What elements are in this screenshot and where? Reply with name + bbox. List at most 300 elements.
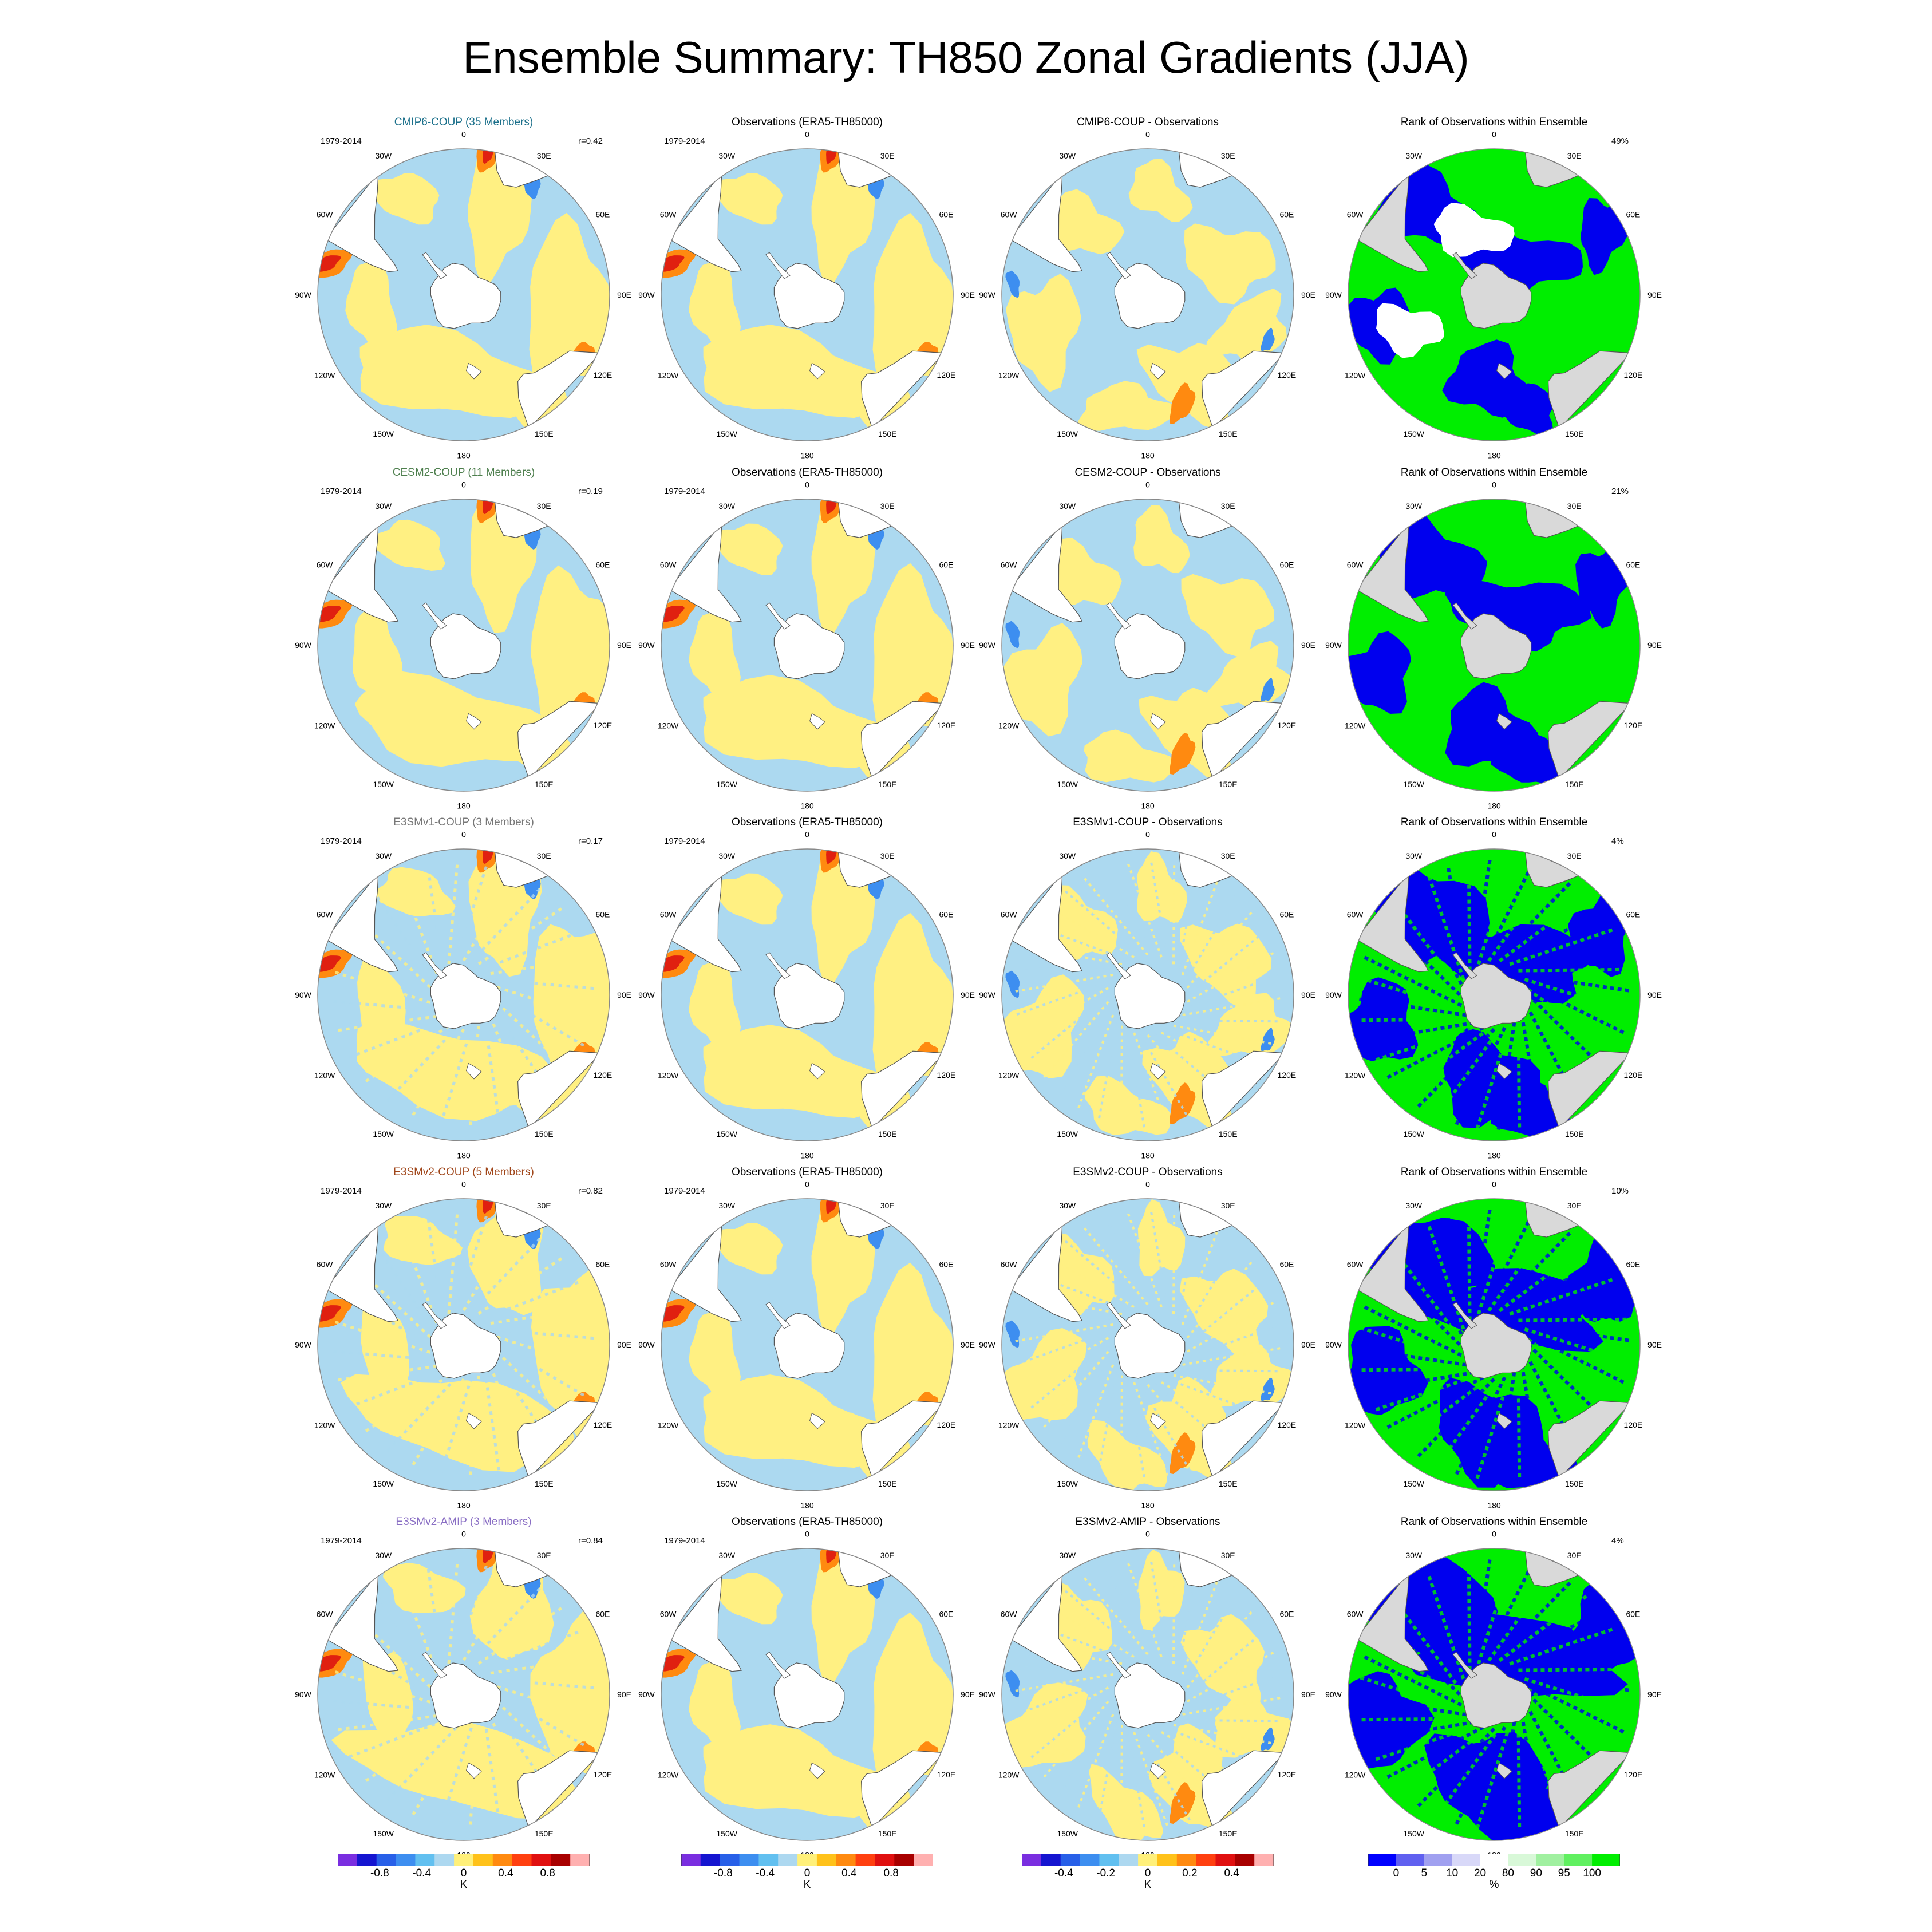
longitude-label: 60E [939, 1609, 954, 1619]
correlation-label: r=0.17 [578, 836, 603, 846]
longitude-label: 0 [1145, 829, 1150, 839]
model-polar-map [286, 1167, 641, 1522]
longitude-label: 30W [718, 151, 736, 161]
diff-polar-map [970, 117, 1325, 472]
diff-polar-map [970, 1167, 1325, 1522]
period-label: 1979-2014 [321, 836, 362, 846]
longitude-label: 90E [1301, 1690, 1315, 1699]
longitude-label: 120E [1623, 721, 1643, 730]
rank-percent: 4% [1611, 1536, 1624, 1546]
longitude-label: 150W [716, 429, 737, 438]
longitude-label: 150E [534, 1479, 554, 1488]
period-label: 1979-2014 [321, 1186, 362, 1196]
longitude-label: 150W [373, 1479, 394, 1488]
longitude-label: 120E [1623, 1070, 1643, 1080]
longitude-label: 120W [1344, 370, 1366, 380]
longitude-label: 120E [937, 1070, 956, 1080]
rank-panel-title: Rank of Observations within Ensemble [1400, 816, 1588, 828]
colorbar-swatch [836, 1854, 856, 1866]
model-polar-map [286, 817, 641, 1172]
colorbar-swatch [856, 1854, 875, 1866]
longitude-label: 90W [1325, 1690, 1342, 1699]
colorbar-swatch [1157, 1854, 1177, 1866]
longitude-label: 120W [314, 370, 335, 380]
longitude-label: 120E [593, 1770, 613, 1780]
colorbar-swatch [551, 1854, 570, 1866]
colorbar-tick-label: 95 [1558, 1867, 1570, 1879]
longitude-label: 0 [1145, 1529, 1150, 1539]
longitude-label: 30E [1567, 1551, 1582, 1560]
longitude-label: 90E [617, 1690, 631, 1699]
colorbar-swatch [778, 1854, 797, 1866]
longitude-label: 120E [1277, 721, 1297, 730]
longitude-label: 60E [1626, 210, 1641, 219]
longitude-label: 30E [1220, 501, 1235, 511]
colorbar-swatch [396, 1854, 416, 1866]
longitude-label: 0 [1492, 129, 1496, 139]
longitude-label: 150W [373, 779, 394, 789]
longitude-label: 120W [657, 1070, 679, 1080]
diff-panel-title: CMIP6-COUP - Observations [1077, 116, 1219, 128]
colorbar-swatch [1536, 1854, 1564, 1866]
longitude-label: 90E [1647, 1690, 1662, 1699]
longitude-label: 0 [1492, 1179, 1496, 1189]
longitude-label: 30E [880, 501, 895, 511]
colorbar-swatch [1508, 1854, 1536, 1866]
longitude-label: 120W [1344, 1770, 1366, 1780]
colorbar-tick-label: 100 [1583, 1867, 1601, 1879]
longitude-label: 90E [1301, 990, 1315, 999]
colorbar-tick-label: 0.8 [883, 1867, 899, 1879]
longitude-label: 150W [1057, 429, 1078, 438]
colorbar-swatch [894, 1854, 914, 1866]
longitude-label: 30W [1059, 851, 1076, 861]
colorbar-swatch [1022, 1854, 1041, 1866]
longitude-label: 120W [998, 1770, 1020, 1780]
longitude-label: 30W [375, 1201, 392, 1211]
longitude-label: 30E [536, 1551, 551, 1560]
longitude-label: 120E [1623, 1770, 1643, 1780]
longitude-label: 30W [718, 501, 736, 511]
colorbar-swatch [415, 1854, 434, 1866]
colorbar-swatch [357, 1854, 377, 1866]
longitude-label: 60E [1279, 1609, 1294, 1619]
longitude-label: 0 [1492, 829, 1496, 839]
longitude-label: 120W [998, 1070, 1020, 1080]
longitude-label: 150W [1403, 429, 1424, 438]
model-panel-title: E3SMv2-AMIP (3 Members) [396, 1516, 532, 1528]
longitude-label: 60W [1346, 1259, 1364, 1269]
colorbar-swatch [1254, 1854, 1274, 1866]
longitude-label: 30W [1059, 1551, 1076, 1560]
correlation-label: r=0.82 [578, 1186, 603, 1196]
longitude-label: 180 [800, 801, 814, 811]
colorbar-swatch [473, 1854, 493, 1866]
longitude-label: 60W [659, 910, 677, 919]
longitude-label: 90E [617, 1340, 631, 1349]
colorbar-swatch [1119, 1854, 1138, 1866]
longitude-label: 150E [1218, 429, 1238, 438]
colorbar-swatch [434, 1854, 454, 1866]
longitude-label: 30W [1059, 501, 1076, 511]
colorbar-swatch [1177, 1854, 1196, 1866]
model-panel-title: E3SMv2-COUP (5 Members) [393, 1166, 534, 1178]
colorbar-swatch [875, 1854, 895, 1866]
longitude-label: 90W [295, 1690, 311, 1699]
colorbar-swatch [570, 1854, 590, 1866]
longitude-label: 30W [1405, 501, 1423, 511]
colorbar-swatch [338, 1854, 357, 1866]
longitude-label: 60W [316, 1609, 333, 1619]
longitude-label: 120E [1277, 1770, 1297, 1780]
colorbar-swatch [1564, 1854, 1592, 1866]
longitude-label: 0 [1492, 1529, 1496, 1539]
longitude-label: 180 [1141, 451, 1155, 460]
period-label: 1979-2014 [321, 1536, 362, 1546]
longitude-label: 120E [1623, 1420, 1643, 1430]
longitude-label: 30E [880, 1201, 895, 1211]
period-label: 1979-2014 [321, 136, 362, 146]
longitude-label: 180 [457, 451, 471, 460]
colorbar-swatch [1138, 1854, 1157, 1866]
colorbar-tick-label: 0.4 [1224, 1867, 1239, 1879]
rank-percent: 49% [1611, 136, 1629, 146]
correlation-label: r=0.19 [578, 487, 603, 496]
colorbar-tick-label: 10 [1446, 1867, 1459, 1879]
colorbar-swatch [493, 1854, 512, 1866]
colorbar-swatch [720, 1854, 740, 1866]
period-label: 1979-2014 [664, 136, 705, 146]
diff-panel-title: CESM2-COUP - Observations [1074, 467, 1221, 479]
longitude-label: 90E [617, 990, 631, 999]
diff-panel-title: E3SMv2-AMIP - Observations [1075, 1516, 1220, 1528]
colorbar-unit: K [803, 1879, 811, 1891]
longitude-label: 150W [1057, 1828, 1078, 1838]
longitude-label: 30E [536, 1201, 551, 1211]
longitude-label: 60E [1279, 210, 1294, 219]
rank-polar-map [1317, 117, 1672, 472]
model-panel-title: CMIP6-COUP (35 Members) [394, 116, 534, 128]
longitude-label: 120W [998, 721, 1020, 730]
colorbar-unit: % [1489, 1879, 1499, 1891]
colorbar-swatch [797, 1854, 817, 1866]
colorbar-tick-label: 5 [1421, 1867, 1428, 1879]
longitude-label: 0 [461, 1529, 466, 1539]
longitude-label: 60E [1279, 560, 1294, 570]
longitude-label: 150W [716, 1828, 737, 1838]
longitude-label: 30W [1059, 1201, 1076, 1211]
longitude-label: 60W [1000, 560, 1017, 570]
obs-panel-title: Observations (ERA5-TH85000) [732, 1516, 883, 1528]
longitude-label: 150E [534, 1129, 554, 1139]
colorbar-tick-label: 0.8 [540, 1867, 555, 1879]
longitude-label: 90E [961, 290, 975, 299]
longitude-label: 180 [1487, 451, 1501, 460]
longitude-label: 180 [1141, 801, 1155, 811]
longitude-label: 120E [593, 370, 613, 380]
longitude-label: 30W [1405, 151, 1423, 161]
colorbar-swatch [512, 1854, 532, 1866]
longitude-label: 90W [638, 990, 655, 999]
rank-panel-title: Rank of Observations within Ensemble [1400, 116, 1588, 128]
model-panel-title: CESM2-COUP (11 Members) [392, 467, 535, 479]
longitude-label: 30E [1567, 151, 1582, 161]
diff-polar-map [970, 817, 1325, 1172]
obs-panel-title: Observations (ERA5-TH85000) [732, 816, 883, 828]
longitude-label: 60E [595, 1609, 610, 1619]
longitude-label: 60W [316, 1259, 333, 1269]
longitude-label: 60E [595, 910, 610, 919]
longitude-label: 60W [1000, 910, 1017, 919]
longitude-label: 90W [1325, 1340, 1342, 1349]
longitude-label: 120W [314, 721, 335, 730]
longitude-label: 60E [1626, 910, 1641, 919]
colorbar-tick-label: -0.4 [1054, 1867, 1073, 1879]
colorbar-tick-label: 0.4 [498, 1867, 513, 1879]
rank-panel-title: Rank of Observations within Ensemble [1400, 1516, 1588, 1528]
longitude-label: 60E [939, 560, 954, 570]
longitude-label: 60E [939, 910, 954, 919]
longitude-label: 0 [461, 129, 466, 139]
longitude-label: 90E [961, 641, 975, 650]
longitude-label: 60W [1000, 210, 1017, 219]
longitude-label: 60E [1279, 1259, 1294, 1269]
longitude-label: 60W [316, 910, 333, 919]
longitude-label: 60W [1000, 1609, 1017, 1619]
longitude-label: 0 [1492, 480, 1496, 489]
longitude-label: 30W [718, 1551, 736, 1560]
period-label: 1979-2014 [664, 487, 705, 496]
longitude-label: 180 [1141, 1500, 1155, 1510]
longitude-label: 120W [657, 1770, 679, 1780]
longitude-label: 180 [1487, 1500, 1501, 1510]
colorbar-swatch [817, 1854, 836, 1866]
longitude-label: 150E [1564, 1479, 1584, 1488]
longitude-label: 150W [373, 429, 394, 438]
longitude-label: 30W [375, 1551, 392, 1560]
colorbar-swatch [914, 1854, 933, 1866]
longitude-label: 90W [638, 1690, 655, 1699]
colorbar-swatch [758, 1854, 778, 1866]
period-label: 1979-2014 [664, 1186, 705, 1196]
colorbar-swatch [1452, 1854, 1480, 1866]
longitude-label: 150E [1218, 779, 1238, 789]
longitude-label: 90E [1301, 641, 1315, 650]
colorbar-tick-label: 0 [1393, 1867, 1400, 1879]
longitude-label: 120W [998, 370, 1020, 380]
longitude-label: 30E [1220, 851, 1235, 861]
colorbar-swatch [1480, 1854, 1508, 1866]
longitude-label: 120E [1623, 370, 1643, 380]
colorbar-tick-label: -0.2 [1096, 1867, 1116, 1879]
longitude-label: 120E [937, 1420, 956, 1430]
longitude-label: 60E [1279, 910, 1294, 919]
longitude-label: 30E [1220, 1551, 1235, 1560]
longitude-label: 150E [1218, 1129, 1238, 1139]
longitude-label: 90W [1325, 990, 1342, 999]
longitude-label: 150W [1057, 1479, 1078, 1488]
longitude-label: 0 [1145, 1179, 1150, 1189]
colorbar-swatch [701, 1854, 720, 1866]
longitude-label: 90E [1647, 290, 1662, 299]
longitude-label: 30W [1405, 851, 1423, 861]
longitude-label: 150W [716, 1129, 737, 1139]
longitude-label: 180 [800, 451, 814, 460]
longitude-label: 150E [1564, 429, 1584, 438]
period-label: 1979-2014 [321, 487, 362, 496]
longitude-label: 150W [1403, 1479, 1424, 1488]
longitude-label: 90W [295, 290, 311, 299]
colorbar-swatch [1099, 1854, 1119, 1866]
obs-panel-title: Observations (ERA5-TH85000) [732, 1166, 883, 1178]
longitude-label: 60W [659, 1259, 677, 1269]
longitude-label: 180 [457, 1500, 471, 1510]
colorbar-swatch [681, 1854, 701, 1866]
colorbar-swatch [1080, 1854, 1100, 1866]
longitude-label: 30W [1059, 151, 1076, 161]
longitude-label: 60W [1346, 910, 1364, 919]
longitude-label: 60W [1346, 1609, 1364, 1619]
longitude-label: 150W [1057, 1129, 1078, 1139]
longitude-label: 180 [457, 1151, 471, 1160]
diff-panel-title: E3SMv1-COUP - Observations [1073, 816, 1223, 828]
longitude-label: 120W [314, 1420, 335, 1430]
colorbar-swatch [1216, 1854, 1235, 1866]
longitude-label: 150E [534, 429, 554, 438]
longitude-label: 180 [1141, 1151, 1155, 1160]
longitude-label: 90W [295, 990, 311, 999]
model-polar-map [286, 117, 641, 472]
longitude-label: 0 [461, 829, 466, 839]
longitude-label: 90W [979, 641, 995, 650]
longitude-label: 180 [800, 1500, 814, 1510]
colorbar-swatch [1235, 1854, 1254, 1866]
colorbar-swatch [1592, 1854, 1620, 1866]
obs-polar-map [630, 468, 985, 823]
longitude-label: 180 [1487, 801, 1501, 811]
longitude-label: 150E [1564, 1828, 1584, 1838]
colorbar [1022, 1854, 1274, 1866]
colorbar-tick-label: 0.4 [841, 1867, 857, 1879]
longitude-label: 30E [1220, 151, 1235, 161]
diff-polar-map [970, 1517, 1325, 1872]
longitude-label: 0 [1145, 480, 1150, 489]
colorbar-tick-label: 0 [1144, 1867, 1151, 1879]
longitude-label: 90E [1301, 290, 1315, 299]
longitude-label: 90W [638, 641, 655, 650]
longitude-label: 150W [1403, 1129, 1424, 1139]
longitude-label: 30E [1567, 1201, 1582, 1211]
longitude-label: 0 [805, 480, 809, 489]
longitude-label: 60W [316, 210, 333, 219]
longitude-label: 90W [979, 1340, 995, 1349]
longitude-label: 120E [593, 721, 613, 730]
longitude-label: 30W [375, 851, 392, 861]
longitude-label: 0 [805, 1179, 809, 1189]
longitude-label: 120E [593, 1420, 613, 1430]
longitude-label: 90W [979, 990, 995, 999]
longitude-label: 30W [718, 1201, 736, 1211]
longitude-label: 60W [1346, 560, 1364, 570]
colorbar-swatch [377, 1854, 396, 1866]
longitude-label: 90E [1647, 641, 1662, 650]
correlation-label: r=0.42 [578, 136, 603, 146]
rank-polar-map [1317, 817, 1672, 1172]
longitude-label: 30W [1405, 1551, 1423, 1560]
longitude-label: 180 [800, 1151, 814, 1160]
obs-polar-map [630, 1517, 985, 1872]
longitude-label: 60W [659, 1609, 677, 1619]
longitude-label: 120W [657, 1420, 679, 1430]
longitude-label: 120W [1344, 1070, 1366, 1080]
diff-panel-title: E3SMv2-COUP - Observations [1073, 1166, 1223, 1178]
colorbar-tick-label: -0.8 [713, 1867, 733, 1879]
colorbar-swatch [1396, 1854, 1424, 1866]
rank-percent: 10% [1611, 1186, 1629, 1196]
longitude-label: 60E [595, 1259, 610, 1269]
longitude-label: 90W [979, 1690, 995, 1699]
longitude-label: 90W [1325, 290, 1342, 299]
model-polar-map [286, 1517, 641, 1872]
longitude-label: 30E [536, 151, 551, 161]
longitude-label: 60W [659, 210, 677, 219]
longitude-label: 0 [461, 480, 466, 489]
colorbar-swatch [740, 1854, 759, 1866]
longitude-label: 90W [1325, 641, 1342, 650]
longitude-label: 60E [1626, 1259, 1641, 1269]
longitude-label: 60W [659, 560, 677, 570]
longitude-label: 150E [878, 779, 897, 789]
longitude-label: 90E [1301, 1340, 1315, 1349]
longitude-label: 150W [716, 1479, 737, 1488]
longitude-label: 120W [314, 1770, 335, 1780]
longitude-label: 60E [595, 210, 610, 219]
colorbar-swatch [1196, 1854, 1216, 1866]
colorbar-swatch [1061, 1854, 1080, 1866]
longitude-label: 150E [878, 1479, 897, 1488]
colorbar-swatch [532, 1854, 551, 1866]
longitude-label: 90E [961, 1690, 975, 1699]
longitude-label: 120W [314, 1070, 335, 1080]
longitude-label: 150E [1564, 1129, 1584, 1139]
longitude-label: 150E [1564, 779, 1584, 789]
rank-panel-title: Rank of Observations within Ensemble [1400, 467, 1588, 479]
colorbar-tick-label: -0.4 [412, 1867, 432, 1879]
figure-title: Ensemble Summary: TH850 Zonal Gradients (JJA) [463, 32, 1469, 82]
colorbar-tick-label: -0.8 [370, 1867, 389, 1879]
longitude-label: 90W [638, 1340, 655, 1349]
longitude-label: 180 [1487, 1151, 1501, 1160]
longitude-label: 150W [1403, 779, 1424, 789]
rank-percent: 4% [1611, 836, 1624, 846]
longitude-label: 30E [1567, 851, 1582, 861]
obs-polar-map [630, 817, 985, 1172]
colorbar [338, 1854, 590, 1866]
colorbar-tick-label: -0.4 [756, 1867, 775, 1879]
longitude-label: 30E [880, 851, 895, 861]
longitude-label: 90E [1647, 1340, 1662, 1349]
longitude-label: 90W [979, 290, 995, 299]
obs-polar-map [630, 117, 985, 472]
model-panel-title: E3SMv1-COUP (3 Members) [393, 816, 534, 828]
longitude-label: 120E [1277, 370, 1297, 380]
longitude-label: 120E [937, 1770, 956, 1780]
colorbar-tick-label: 0 [460, 1867, 467, 1879]
longitude-label: 90E [617, 290, 631, 299]
colorbar-tick-label: 80 [1502, 1867, 1514, 1879]
longitude-label: 60E [939, 210, 954, 219]
longitude-label: 150W [1057, 779, 1078, 789]
